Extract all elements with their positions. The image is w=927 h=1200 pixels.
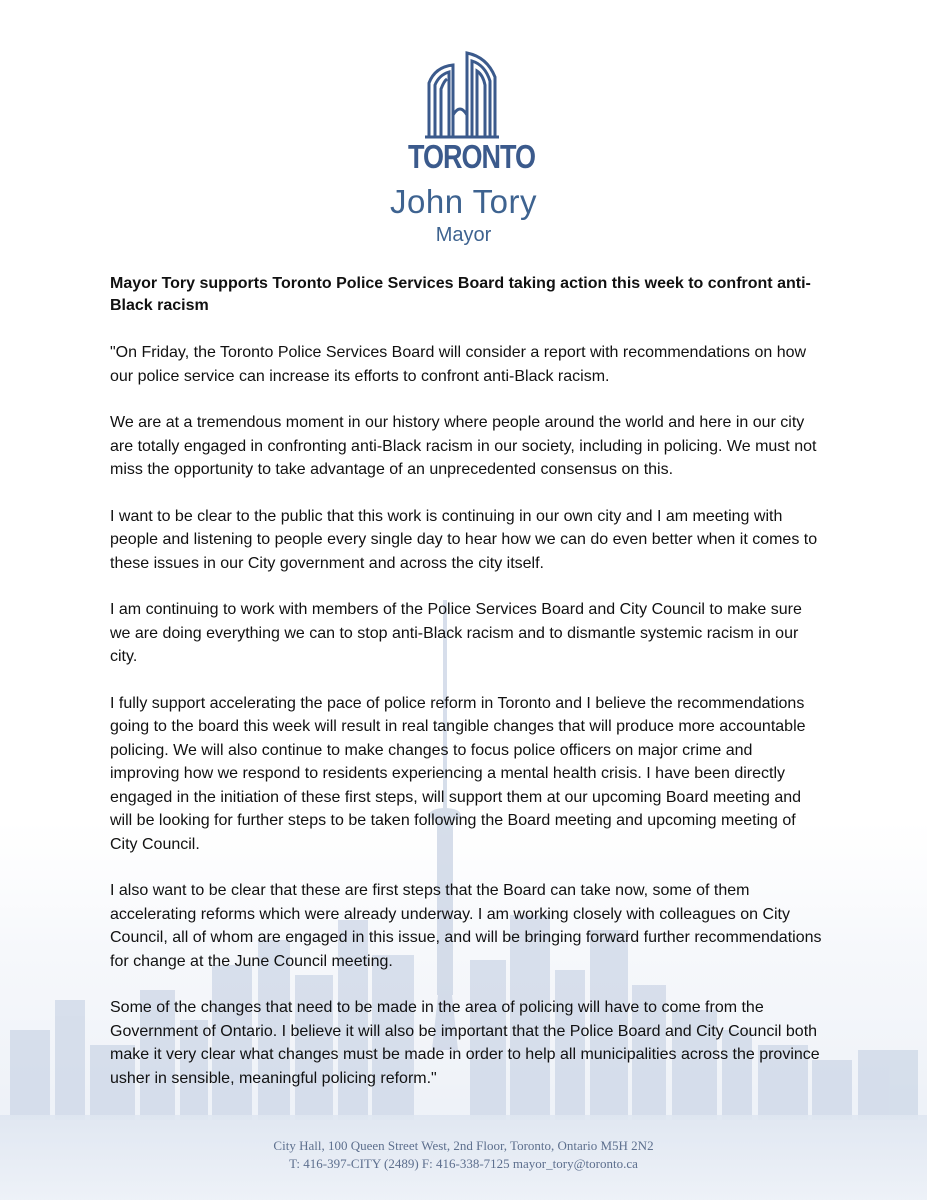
footer-address: City Hall, 100 Queen Street West, 2nd Floor, Toronto, Ontario M5H 2N2 — [273, 1138, 654, 1153]
statement-body — [110, 273, 825, 1113]
statement-paragraph: I fully support accelerating the pace of police reform in Toronto and I believe the recommendations going to the board this week will result in real tangible changes that will produce more accountable policing. We will also continue to make changes to focus police officers on major crime and improving how we respond to residents experiencing a mental health crisis. I have been directly engaged in the initiation of these first steps, will support them at our upcoming Board meeting and will be looking for further steps to be taken following the Board meeting and upcoming meeting of City Council. — [110, 694, 806, 853]
statement-paragraph: I also want to be clear that these are first steps that the Board can take now, some of them accelerating reforms which were already underway. I am working closely with colleagues on City Council, all of whom are engaged in this issue, and will be bringing forward further recommendations for change at the June Council meeting. — [110, 882, 822, 970]
toronto-wordmark: TORONTO — [408, 138, 536, 176]
statement-paragraph: I am continuing to work with members of the Police Services Board and City Council to make sure we are doing everything we can to stop anti-Black racism and to dismantle systemic racism in our city. — [110, 601, 802, 665]
letterhead-footer — [0, 1137, 927, 1173]
mayor-name: John Tory — [390, 183, 537, 220]
statement-paragraph: "On Friday, the Toronto Police Services Board will consider a report with recommendations on how our police service can increase its efforts to confront anti-Black racism. — [110, 344, 807, 385]
statement-headline: Mayor Tory supports Toronto Police Services Board taking action this week to confront anti-Black racism — [110, 275, 811, 314]
statement-paragraph: Some of the changes that need to be made in the area of policing will have to come from the Government of Ontario. I believe it will also be important that the Police Board and City Council both make it very clear what changes must be made in order to help all municipalities across the province usher in sensible, meaningful policing reform." — [110, 999, 820, 1087]
statement-paragraph: I want to be clear to the public that this work is continuing in our own city and I am meeting with people and listening to people every single day to hear how we can do even better when it comes to these issues in our City government and across the city itself. — [110, 507, 818, 572]
mayor-title: Mayor — [435, 224, 492, 246]
statement-paragraph: We are at a tremendous moment in our history where people around the world and here in our city are totally engaged in confronting anti-Black racism in our society, including in policing. We must not miss the opportunity to take advantage of an unprecedented consensus on this. — [110, 414, 817, 478]
footer-contact: T: 416-397-CITY (2489) F: 416-338-7125 mayor_tory@toronto.ca — [289, 1156, 638, 1171]
